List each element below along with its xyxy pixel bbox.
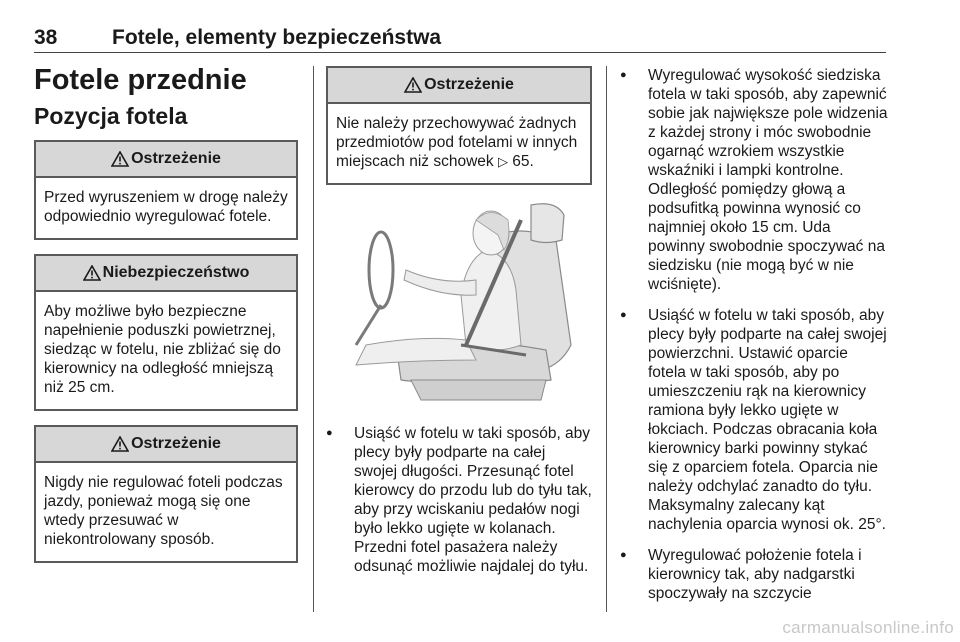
list-item: ● Usiąść w fotelu w taki sposób, aby plecy były podparte na całej swojej długości. Przesunąć fotel kierowcy do przodu lub do tyłu tak, aby przy wciskaniu pedałów nogi było lekko ugięte w kolanach. Przedni fotel pasażera należy odsunąć możliwie najdalej do tyłu.: [326, 424, 592, 576]
watermark-text: carmanualsonline.info: [782, 618, 954, 637]
subsection-heading: Pozycja fotela: [34, 103, 188, 129]
danger-box-title: Niebezpieczeństwo: [102, 264, 250, 281]
warning-box-text: Przed wyruszeniem w drogę należy odpowiednio wyregulować fotele.: [44, 189, 288, 225]
section-heading: Fotele przednie: [34, 64, 247, 96]
warning-box-text: Nigdy nie regulować foteli podczas jazdy, ponieważ mogą się one wtedy przesuwać w niekontrolowany sposób.: [44, 474, 283, 548]
warning-box-3: [326, 66, 592, 185]
header-rule: [34, 52, 886, 53]
warning-box-title: Ostrzeżenie: [131, 150, 221, 167]
warning-box-title: Ostrzeżenie: [131, 435, 221, 452]
page-number: 38: [34, 26, 58, 49]
warning-triangle-icon: [83, 265, 101, 281]
column-divider-1: [313, 66, 314, 612]
warning-box-1: [34, 140, 298, 240]
warning-box-text: [328, 104, 590, 183]
page-reference-arrow-icon: ▷: [497, 154, 508, 169]
list-item: ● Wyregulować położenie fotela i kierownicy tak, aby nadgarstki spoczywały na szczycie: [620, 546, 888, 603]
instruction-list-3: [620, 66, 888, 603]
danger-box: [34, 254, 298, 411]
warning-triangle-icon: [111, 151, 129, 167]
running-header-title: Fotele, elementy bezpieczeństwa: [112, 26, 442, 49]
column-divider-2: [606, 66, 607, 612]
danger-box-text: Aby możliwe było bezpieczne napełnienie poduszki powietrznej, siedząc w fotelu, nie zbliżać się do kierownicy na odległość mniejszą niż 25 cm.: [44, 303, 281, 396]
list-item: ● Usiąść w fotelu w taki sposób, aby plecy były podparte na całej swojej powierzchni. Ustawić oparcie fotela w taki sposób, aby po umieszczeniu rąk na kierownicy ramiona były lekko ugięte w łokciach. Podczas obracania koła kierownicy barki powinny stykać się z oparciem fotela. Oparcia nie należy odchylać zanadto do tyłu. Maksymalny zalecany kąt nachylenia oparcia wynosi ok. 25°.: [620, 306, 888, 534]
column-1: [34, 62, 298, 577]
warning-box-2: [34, 425, 298, 563]
driver-seat-illustration: [326, 195, 596, 405]
warning-box-header: [36, 142, 296, 178]
instruction-list-2: [326, 424, 592, 576]
danger-box-header: [36, 256, 296, 292]
list-item: ● Wyregulować wysokość siedziska fotela w taki sposób, aby zapewnić sobie jak największe pole widzenia z każdej strony i móc swobodnie ogarnąć wzrokiem wszystkie wskaźniki i lampki kontrolne. Odległość pomiędzy głową a podsufitką powinna wynosić co najmniej około 15 cm. Uda powinny swobodnie spoczywać na siedzisku (nie mogą być w nie wciśnięte).: [620, 66, 888, 294]
page-reference[interactable]: 65.: [512, 153, 534, 170]
column-2: [326, 66, 592, 588]
warning-box-header: [328, 68, 590, 104]
column-3: [620, 66, 888, 615]
warning-triangle-icon: [404, 77, 422, 93]
warning-triangle-icon: [111, 436, 129, 452]
warning-box-header: [36, 427, 296, 463]
warning-box-title: Ostrzeżenie: [424, 76, 514, 93]
warning-text: Nie należy przechowywać żadnych przedmiotów pod fotelami w innych miejscach niż schowek: [336, 115, 578, 170]
